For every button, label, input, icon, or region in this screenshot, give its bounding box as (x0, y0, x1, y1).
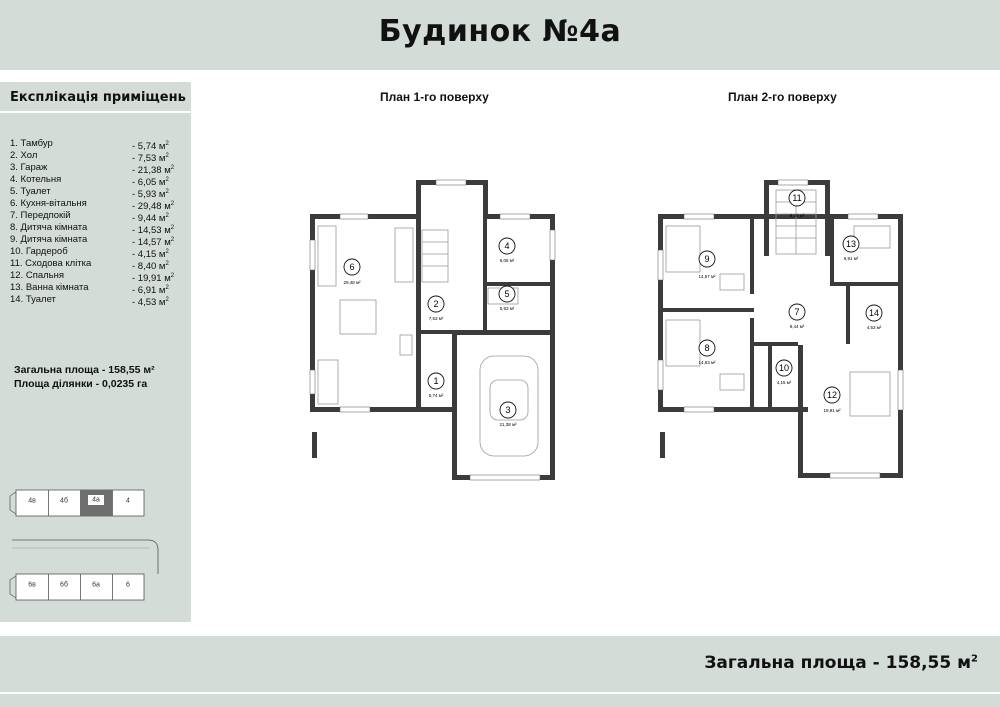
room-label (499, 402, 517, 427)
room-area: 29,48 м² (343, 280, 361, 285)
room-list-item: 1. Тамбур - 5,74 $м^2$ (10, 138, 169, 153)
room-label (343, 259, 361, 285)
room-number: 14 (868, 308, 880, 318)
room-label (428, 296, 444, 321)
room-area: 14,57 м² (698, 274, 716, 279)
site-plan (8, 482, 184, 612)
room-label (698, 251, 716, 279)
floor2-title: План 2-го поверху (728, 90, 837, 104)
room-label (428, 373, 444, 398)
room-list-item: 12. Спальня - 19,91 $м^2$ (10, 270, 175, 285)
floor1-walls (310, 180, 555, 480)
room-number: 10 (778, 363, 790, 373)
room-area: 8,40 м² (789, 213, 805, 218)
site-lot-label: 4 (126, 497, 130, 505)
plot-area-summary: Площа ділянки - 0,0235 га (14, 378, 148, 390)
room-area: 4,53 м² (866, 325, 882, 330)
room-label (776, 360, 792, 385)
room-label (789, 304, 805, 329)
room-number: 7 (794, 307, 800, 317)
room-label (499, 238, 515, 263)
floor1-title: План 1-го поверху (380, 90, 489, 104)
site-lot-label: 6б (60, 581, 68, 589)
site-lot-label: 4б (60, 497, 68, 505)
room-area: 9,44 м² (789, 324, 805, 329)
floor2-plan (650, 170, 920, 490)
room-list-item: 8. Дитяча кімната - 14,53 $м^2$ (10, 222, 175, 237)
room-number: 8 (704, 343, 710, 353)
room-area: 4,15 м² (776, 380, 792, 385)
room-number: 12 (826, 390, 838, 400)
footer-strip (0, 694, 1000, 707)
room-number: 6 (349, 262, 355, 272)
site-road-edge (12, 540, 158, 574)
room-number: 3 (505, 405, 511, 415)
room-number: 2 (433, 299, 439, 309)
room-label (698, 340, 716, 365)
room-area: 19,91 м² (823, 408, 841, 413)
explication-heading: Експлікація приміщень (10, 90, 186, 105)
room-list-item: 3. Гараж - 21,38 $м^2$ (10, 162, 175, 177)
room-list (10, 138, 180, 309)
site-lot-label: 6а (92, 581, 100, 589)
site-lot-label: 6 (126, 581, 130, 589)
room-label (499, 286, 515, 311)
room-area: 6,05 м² (499, 258, 515, 263)
total-area-summary: Загальна площа - 158,55 м² (14, 364, 155, 376)
site-lot-label: 4а (92, 496, 100, 504)
room-number: 13 (845, 239, 857, 249)
room-label (843, 236, 859, 261)
room-area: 7,53 м² (428, 316, 444, 321)
room-area: 5,74 м² (428, 393, 444, 398)
room-list-item: 10. Гардероб - 4,15 $м^2$ (10, 246, 169, 261)
room-area: 5,93 м² (499, 306, 515, 311)
heading-divider (0, 111, 191, 113)
room-list-item: 6. Кухня-вітальня - 29,48 $м^2$ (10, 198, 175, 213)
room-number: 1 (433, 376, 439, 386)
floor1-plan (300, 170, 570, 490)
room-list-item: 9. Дитяча кімната - 14,57 $м^2$ (10, 234, 175, 249)
site-row-bottom (10, 574, 144, 600)
room-number: 4 (504, 241, 510, 251)
room-label (789, 190, 805, 218)
room-list-item: 2. Хол - 7,53 $м^2$ (10, 150, 169, 165)
room-list-item: 13. Ванна кімната - 6,91 $м^2$ (10, 282, 169, 297)
room-list-item: 7. Передпокій - 9,44 $м^2$ (10, 210, 169, 225)
room-list-item: 4. Котельня - 6,05 $м^2$ (10, 174, 169, 189)
room-list-item: 11. Сходова клітка - 8,40 $м^2$ (10, 258, 169, 273)
room-area: 6,91 м² (843, 256, 859, 261)
room-number: 9 (704, 254, 710, 264)
room-list-item: 5. Туалет - 5,93 $м^2$ (10, 186, 169, 201)
footer-total-area: Загальна площа - 158,55 $м^2$ (704, 653, 978, 673)
room-area: 21,38 м² (499, 422, 517, 427)
room-number: 11 (792, 193, 802, 203)
room-label (823, 387, 841, 413)
room-number: 5 (504, 289, 510, 299)
room-area: 14,53 м² (698, 360, 716, 365)
page-title: Будинок №4а (378, 14, 622, 49)
site-row-top (10, 490, 144, 516)
site-lot-label: 6в (28, 581, 36, 589)
site-lot-label: 4в (28, 497, 36, 505)
room-list-item: 14. Туалет - 4,53 $м^2$ (10, 294, 169, 309)
room-label (866, 305, 882, 330)
